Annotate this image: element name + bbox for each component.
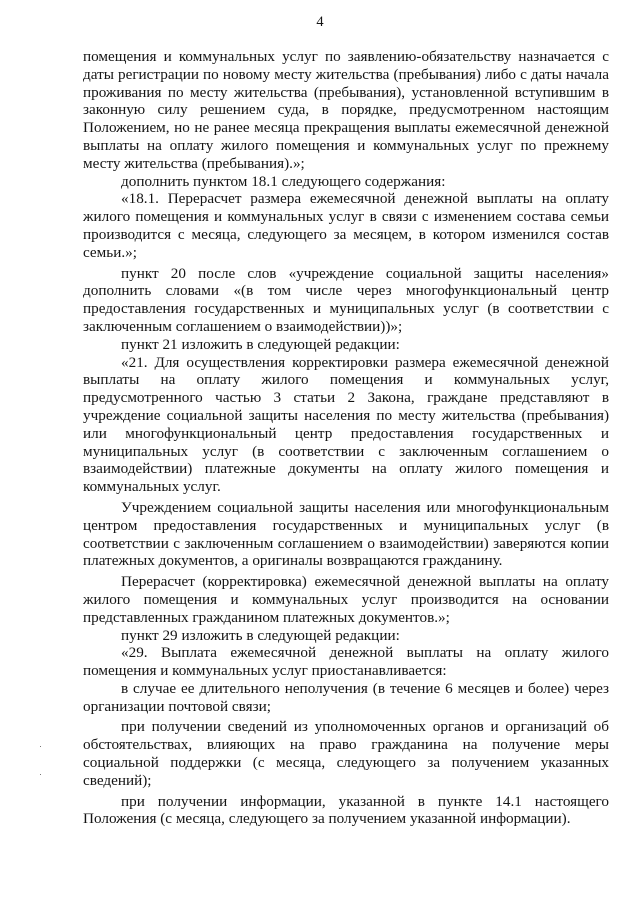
paragraph-5: пункт 21 изложить в следующей редакции:: [121, 335, 400, 353]
document-body: [83, 48, 609, 828]
paragraph-13: при получении информации, указанной в пункте 14.1 настоящего Положения (с месяца, следующего за получением указанной информации).: [83, 792, 609, 828]
paragraph-7: Учреждением социальной защиты населения или многофункциональным центром предоставления государственных и муниципальных услуг (в соответствии с заключенным соглашением о взаимодействии) заверяются копии платежных документов, а оригиналы возвращаются гражданину.: [83, 498, 609, 570]
paragraph-3: «18.1. Перерасчет размера ежемесячной денежной выплаты на оплату жилого помещения и коммунальных услуг в связи с изменением состава семьи производится с месяца, следующего за месяцем, в котором изменился состав семьи.»;: [83, 190, 609, 261]
paragraph-9: пункт 29 изложить в следующей редакции:: [121, 626, 400, 644]
paragraph-6: «21. Для осуществления корректировки размера ежемесячной денежной выплаты на оплату жилого помещения и коммунальных услуг, предусмотренного частью 3 статьи 2 Закона, граждане представляют в учреждение социальной защиты населения по месту жительства (пребывания) или многофункциональный центр предоставления государственных и муниципальных услуг (в соответствии с заключенным соглашением о взаимодействии) платежные документы на оплату жилого помещения и коммунальных услуг.: [83, 353, 609, 496]
paragraph-2: дополнить пунктом 18.1 следующего содержания:: [121, 172, 446, 190]
paragraph-10: «29. Выплата ежемесячной денежной выплаты на оплату жилого помещения и коммунальных услуг приостанавливается:: [83, 644, 609, 680]
page-number: 4: [316, 14, 324, 30]
paragraph-8: Перерасчет (корректировка) ежемесячной денежной выплаты на оплату жилого помещения и коммунальных услуг производится на основании представленных гражданином платежных документов.»;: [83, 573, 609, 626]
paragraph-12: при получении сведений из уполномоченных органов и организаций об обстоятельствах, влияющих на право гражданина на получение меры социальной поддержки (с месяца, следующего за получением указанных сведений);: [83, 718, 609, 789]
paragraph-4: пункт 20 после слов «учреждение социальной защиты населения» дополнить словами «(в том числе через многофункциональный центр предоставления государственных и муниципальных услуг (в соответствии с заключенным соглашением о взаимодействии))»;: [83, 264, 609, 335]
paragraph-1: помещения и коммунальных услуг по заявлению-обязательству назначается с даты регистрации по новому месту жительства (пребывания) либо с даты начала проживания по месту жительства (пребывания), установленной вступившим в законную силу решением суда, в порядке, предусмотренном настоящим Положением, но не ранее месяца прекращения выплаты ежемесячной денежной выплаты на оплату жилого помещения и коммунальных услуг по прежнему месту жительства (пребывания).»;: [83, 48, 609, 172]
scan-speck: [40, 774, 41, 775]
scan-speck: [40, 746, 41, 747]
paragraph-11: в случае ее длительного неполучения (в течение 6 месяцев и более) через организации почтовой связи;: [83, 679, 609, 715]
